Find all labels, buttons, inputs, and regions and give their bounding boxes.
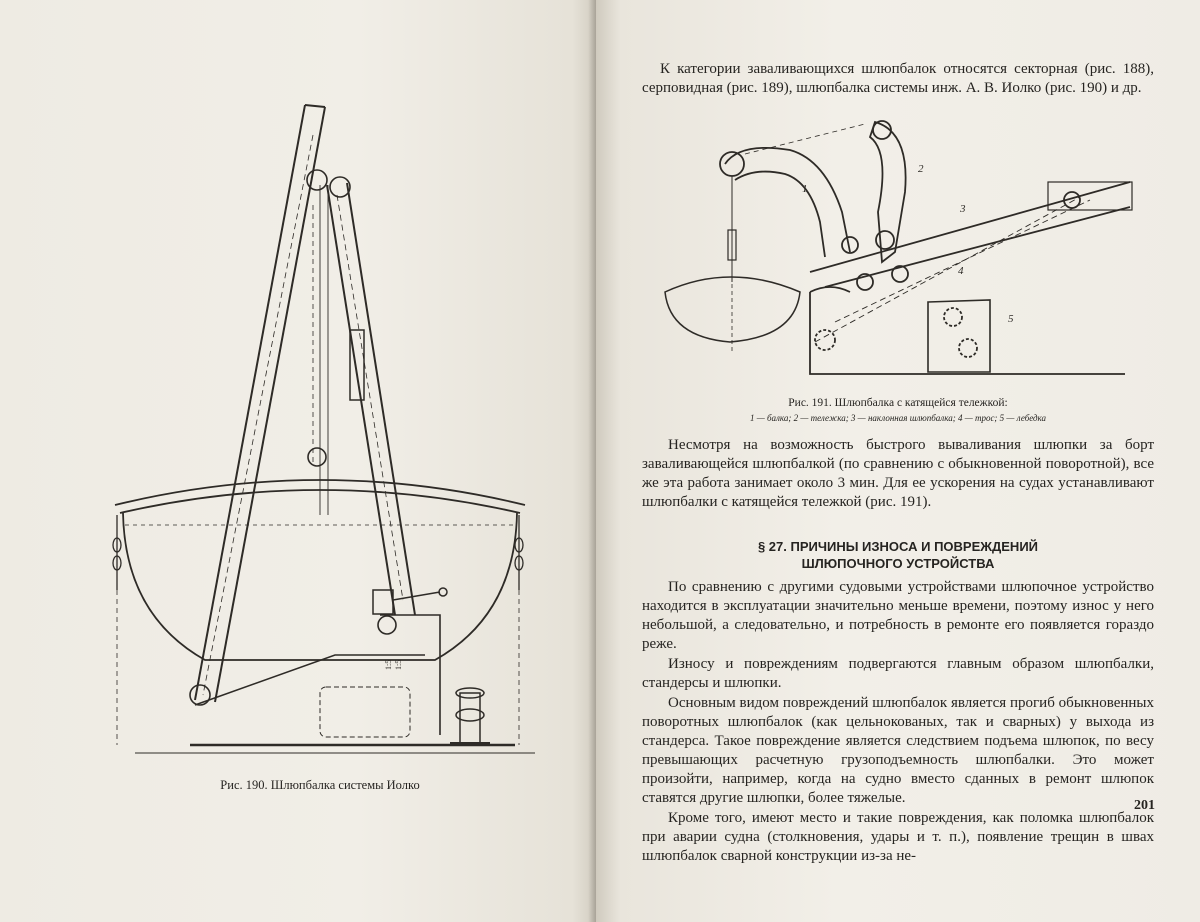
fig191-label-3: 3 <box>960 203 966 215</box>
figure-191-drawing <box>660 112 1140 387</box>
figure-191-caption: Рис. 191. Шлюпбалка с катящейся тележкой: <box>788 397 1008 409</box>
fig191-label-5: 5 <box>1008 313 1014 325</box>
left-page <box>0 0 596 922</box>
paragraph-after-figure <box>642 436 1154 512</box>
plate-label-b: 1:5 <box>394 659 403 670</box>
section-heading <box>642 538 1154 572</box>
fig191-label-4: 4 <box>958 265 964 277</box>
body-paragraph: По сравнению с другими судовыми устройствами шлюпочное устройство находится в эксплуатации значительно меньше времени, поэтому износ у него небольшой, а следовательно, и потребность в ремонте его появляется гораздо реже. <box>642 579 1154 652</box>
intro-text <box>642 60 1154 98</box>
figure-190-drawing <box>95 95 565 765</box>
body-paragraph: Износу и повреждениям подвергаются главным образом шлюпбалки, стандерсы и шлюпки. <box>642 656 1154 691</box>
fig191-label-1: 1 <box>802 183 808 195</box>
plate-label-a: 1:5 <box>384 659 393 670</box>
section-heading-line1: § 27. ПРИЧИНЫ ИЗНОСА И ПОВРЕЖДЕНИЙ <box>757 539 1039 554</box>
figure-191-legend: 1 — балка; 2 — тележка; 3 — наклонная шлюпбалка; 4 — трос; 5 — лебедка <box>749 413 1047 423</box>
paragraph-after-figure-text: Несмотря на возможность быстрого вываливания шлюпки за борт заваливающейся шлюпбалкой (по сравнению с обыкновенной поворотной), все же эта работа занимает около 3 мин. Для ее ускорения на судах устанавливают шлюпбалки с катящейся тележкой (рис. 191). <box>642 437 1154 510</box>
figure-190-caption: Рис. 190. Шлюпбалка системы Иолко <box>220 778 420 792</box>
intro-paragraph: К категории заваливающихся шлюпбалок относятся секторная (рис. 188), серповидная (рис. 189), шлюпбалка системы инж. А. В. Иолко (рис. 190) и др. <box>642 61 1154 96</box>
body-paragraph: Основным видом повреждений шлюпбалок является прогиб обыкновенных поворотных шлюпбалок (как цельнокованых, так и сварных) у выхода из стандерса. Такое повреждение является следствием подъема шлюпок, по весу превышающих расчетную грузоподъемность шлюпбалки. Это может произойти, например, когда на судно вместо сданных в ремонт шлюпок ставятся другие шлюпки, более тяжелые. <box>642 695 1154 806</box>
section-heading-line2: ШЛЮПОЧНОГО УСТРОЙСТВА <box>801 556 995 571</box>
fig191-label-2: 2 <box>918 163 924 175</box>
figure-191-caption-block <box>642 396 1154 426</box>
section-body <box>642 578 1154 866</box>
page-number: 201 <box>1134 798 1155 813</box>
body-paragraph: Кроме того, имеют место и такие повреждения, как поломка шлюпбалок при аварии судна (столкновения, удары и т. п.), появление трещин в швах шлюпбалок сварной конструкции из-за не- <box>642 810 1154 864</box>
